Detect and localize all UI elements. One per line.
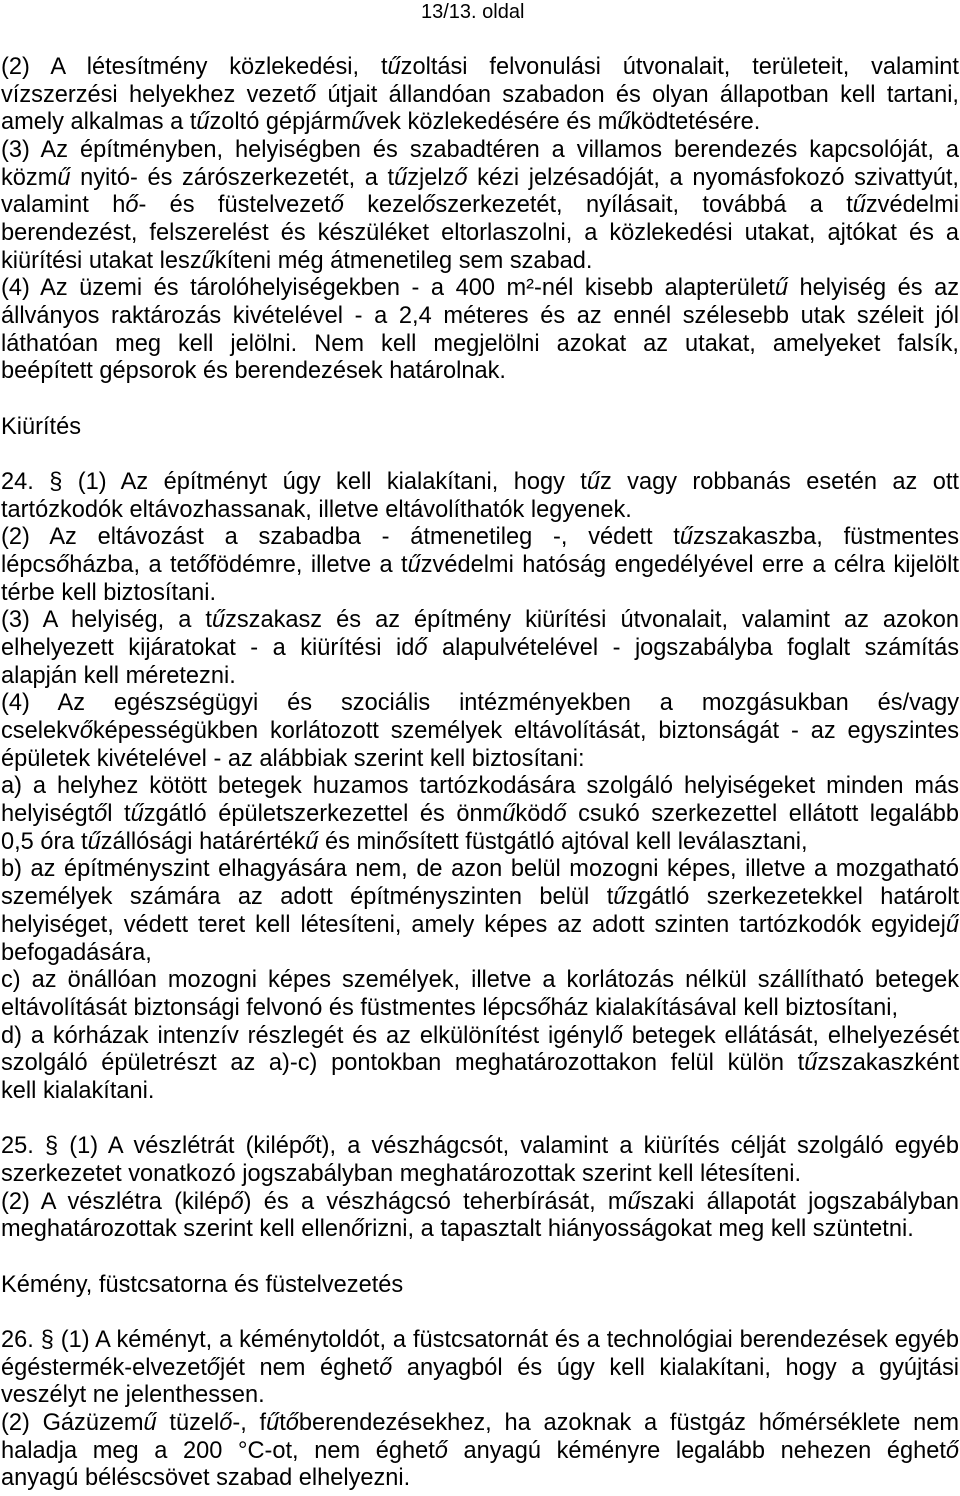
paragraph — [1, 1189, 959, 1244]
text-line: állványos raktározás kivételével - a 2,4 méteres és az ennél szélesebb utak széleit jól — [1, 303, 959, 330]
glyph: ő — [230, 1188, 244, 1215]
glyph: ő — [414, 635, 428, 662]
text-line: kiürítési utakat leszűkíteni még átmenetileg sem szabad. — [1, 247, 593, 274]
text-line: vízszerzési helyekhez vezető útjait állandóan szabadon és olyan állapotban kell tartani, — [1, 81, 959, 108]
text-line: szerkezetet vonatkozó jogszabályban meghatározottak szerint kell létesíteni. — [1, 1160, 801, 1187]
glyph: ő — [56, 552, 70, 579]
paragraph — [1, 1133, 959, 1188]
text-line: helyiséget, védett teret kell létesíteni, amely képes az adott szinten tartózkodók egyidejű — [1, 911, 959, 938]
paragraph — [1, 524, 959, 607]
text-line: veszélyt ne jelenthessen. — [1, 1382, 265, 1409]
text-line: cselekvőképességükben korlátozott személyek eltávolítását, biztonságát - az egyszintes — [1, 718, 959, 745]
text-line: kell kialakítani. — [1, 1077, 155, 1104]
text-line: személyek számára az adott építményszinten belül tűzgátló szerkezetekkel határolt — [1, 884, 959, 911]
glyph: ű — [57, 164, 71, 191]
glyph: ű — [305, 828, 319, 855]
glyph: ő — [301, 1133, 316, 1160]
chapter — [1, 414, 959, 1244]
text-line: térbe kell biztosítani. — [1, 579, 217, 606]
text-line: helyiségtől tűzgátló épületszerkezettel és önműködő csukó szerkezettel ellátott legalább — [1, 801, 959, 828]
glyph: ű — [617, 109, 631, 136]
paragraph — [1, 607, 959, 690]
glyph: ű — [394, 164, 408, 191]
paragraph — [1, 54, 959, 137]
glyph: ő — [379, 1354, 393, 1381]
glyph: ű — [407, 552, 421, 579]
text-line: (2) Az eltávozást a szabadba - átmenetileg -, védett tűzszakaszba, füstmentes — [1, 524, 959, 551]
article-section — [1, 1327, 959, 1493]
document-body — [1, 54, 959, 1493]
paragraph — [1, 275, 959, 386]
text-line: beépített gépsorok és berendezések határolnak. — [1, 358, 506, 385]
text-line: valamint hő- és füstelvezető kezelőszerkezetét, nyílásait, továbbá a tűzvédelmi — [1, 192, 959, 219]
glyph: ő — [422, 192, 436, 219]
glyph: ő — [94, 801, 108, 828]
text-line: berendezést, felszerelést és készüléket eltorlaszolni, a közlekedési utakat, ajtókat és a — [1, 220, 959, 247]
paragraph — [1, 1327, 959, 1410]
glyph: ű — [804, 1050, 818, 1077]
glyph: ő — [125, 192, 139, 219]
text-line: (2) A létesítmény közlekedési, tűzoltási felvonulási útvonalait, területeit, valamint — [1, 54, 959, 80]
glyph: ő — [434, 1437, 448, 1464]
glyph: ű — [196, 109, 210, 136]
article-section — [1, 1133, 959, 1244]
page-number: 13/13. oldal — [421, 1, 525, 23]
glyph: ő — [206, 1354, 221, 1381]
glyph: ű — [613, 884, 627, 911]
paragraph — [1, 773, 959, 856]
text-line: (3) Az építményben, helyiségben és szabadtéren a villamos berendezés kapcsolóját, a — [1, 137, 959, 164]
glyph: ű — [130, 801, 144, 828]
glyph: ő — [196, 552, 210, 579]
glyph: ű — [502, 801, 516, 828]
glyph: ő — [771, 1409, 785, 1436]
text-line: égéstermék-elvezetőjét nem éghető anyagból és úgy kell kialakítani, hogy a gyújtási — [1, 1354, 959, 1381]
glyph: ű — [586, 469, 600, 496]
text-line: haladja meg a 200 °C-ot, nem éghető anyagú kéményre legalább nehezen éghető — [1, 1437, 959, 1464]
glyph: ő — [537, 994, 551, 1021]
text-line: befogadására, — [1, 939, 152, 966]
text-line: a) a helyhez kötött betegek huzamos tartózkodására szolgáló helyiségeket minden más — [1, 773, 959, 800]
text-line: épületek kivételével - az alábbiak szerint kell biztosítani: — [1, 745, 585, 772]
paragraph — [1, 856, 959, 967]
text-line: amely alkalmas a tűzoltó gépjárművek közlekedésére és működtetésére. — [1, 109, 761, 136]
text-line: láthatóan meg kell jelölni. Nem kell megjelölni azokat az utakat, amelyeket falsík, — [1, 330, 959, 357]
text-line: anyagú béléscsövet szabad elhelyezni. — [1, 1465, 411, 1492]
text-line: (4) Az üzemi és tárolóhelyiségekben - a 400 m²-nél kisebb alapterületű helyiség és az — [1, 275, 959, 302]
glyph: ű — [87, 828, 101, 855]
glyph: ő — [454, 164, 468, 191]
chapter-title: Kémény, füstcsatorna és füstelvezetés — [1, 1271, 404, 1298]
text-line: d) a kórházak intenzív részlegét és az elkülönítést igénylő betegek ellátását, elhelyezését — [1, 1022, 959, 1049]
glyph: ő — [219, 1409, 233, 1436]
glyph: ő — [553, 801, 567, 828]
glyph: ű — [679, 524, 693, 551]
paragraph — [1, 967, 959, 1022]
text-line: szolgáló épületrészt az a)-c) pontokban meghatározottakon felül külön tűzszakaszként — [1, 1050, 959, 1077]
paragraph — [1, 137, 959, 275]
text-line: meghatározottak szerint kell ellenőrizni, a tapasztalt hiányosságokat meg kell szüntetni. — [1, 1216, 914, 1243]
text-line: tartózkodók eltávozhassanak, illetve eltávolíthatók legyenek. — [1, 496, 632, 523]
text-line: c) az önállóan mozogni képes személyek, illetve a korlátozás nélkül szállítható betegek — [1, 967, 959, 994]
text-line: elhelyezett kijáratokat - a kiürítési idő alapulvételével - jogszabályba foglalt számítás — [1, 635, 959, 662]
text-line: 0,5 óra tűzállósági határértékű és minősített füstgátló ajtóval kell leválasztani, — [1, 828, 808, 855]
text-line: közmű nyitó- és zárószerkezetét, a tűzjelző kézi jelzésadóját, a nyomásfokozó szivattyút, — [1, 164, 959, 191]
text-line: lépcsőházba, a tetőfödémre, illetve a tűzvédelmi hatóság engedélyével erre a célra kijelölt — [1, 552, 959, 579]
text-line: b) az építményszint elhagyására nem, de azon belül mozogni képes, illetve a mozgatható — [1, 856, 959, 883]
glyph: ű — [945, 911, 959, 938]
text-line: 25. § (1) A vészlétrát (kilépőt), a vészhágcsót, valamint a kiürítés célját szolgáló egyéb — [1, 1133, 959, 1160]
text-line: 26. § (1) A kéményt, a kéménytoldót, a füstcsatornát és a technológiai berendezések egyéb — [1, 1326, 959, 1353]
glyph: ő — [351, 1216, 365, 1243]
paragraph — [1, 1023, 959, 1106]
glyph: ű — [627, 1188, 641, 1215]
paragraph — [1, 1410, 959, 1493]
paragraph — [1, 469, 959, 524]
text-line: eltávolítását biztonsági felvonó és füstmentes lépcsőház kialakításával kell biztosítani, — [1, 994, 899, 1021]
text-line: (3) A helyiség, a tűzszakasz és az építmény kiürítési útvonalait, valamint az azokon — [1, 607, 959, 634]
glyph: ű — [774, 275, 788, 302]
text-line: (2) A vészlétra (kilépő) és a vészhágcsó teherbírását, műszaki állapotát jogszabályban — [1, 1188, 959, 1215]
glyph: ő — [330, 192, 344, 219]
glyph: ű — [211, 607, 226, 634]
article-section — [1, 469, 959, 1105]
text-line: alapján kell méretezni. — [1, 662, 236, 689]
glyph: ő — [609, 1022, 623, 1049]
glyph: ő — [79, 718, 93, 745]
glyph: ű — [852, 192, 866, 219]
paragraph — [1, 690, 959, 773]
glyph: ő — [394, 828, 408, 855]
intro-section — [1, 54, 959, 386]
chapter — [1, 1272, 959, 1493]
glyph: ű — [351, 109, 365, 136]
glyph: ű — [266, 1409, 280, 1436]
glyph: ű — [143, 1409, 157, 1436]
text-line: 24. § (1) Az építményt úgy kell kialakítani, hogy tűz vagy robbanás esetén az ott — [1, 469, 959, 496]
chapter-title: Kiürítés — [1, 413, 81, 440]
glyph: ű — [387, 54, 401, 80]
glyph: ő — [945, 1437, 959, 1464]
glyph: ő — [302, 81, 317, 108]
glyph: ő — [285, 1409, 299, 1436]
glyph: ű — [201, 247, 215, 274]
text-line: (2) Gázüzemű tüzelő-, fűtőberendezésekhez, ha azoknak a füstgáz hőmérséklete nem — [1, 1409, 959, 1436]
text-line: (4) Az egészségügyi és szociális intézményekben a mozgásukban és/vagy — [1, 690, 959, 717]
